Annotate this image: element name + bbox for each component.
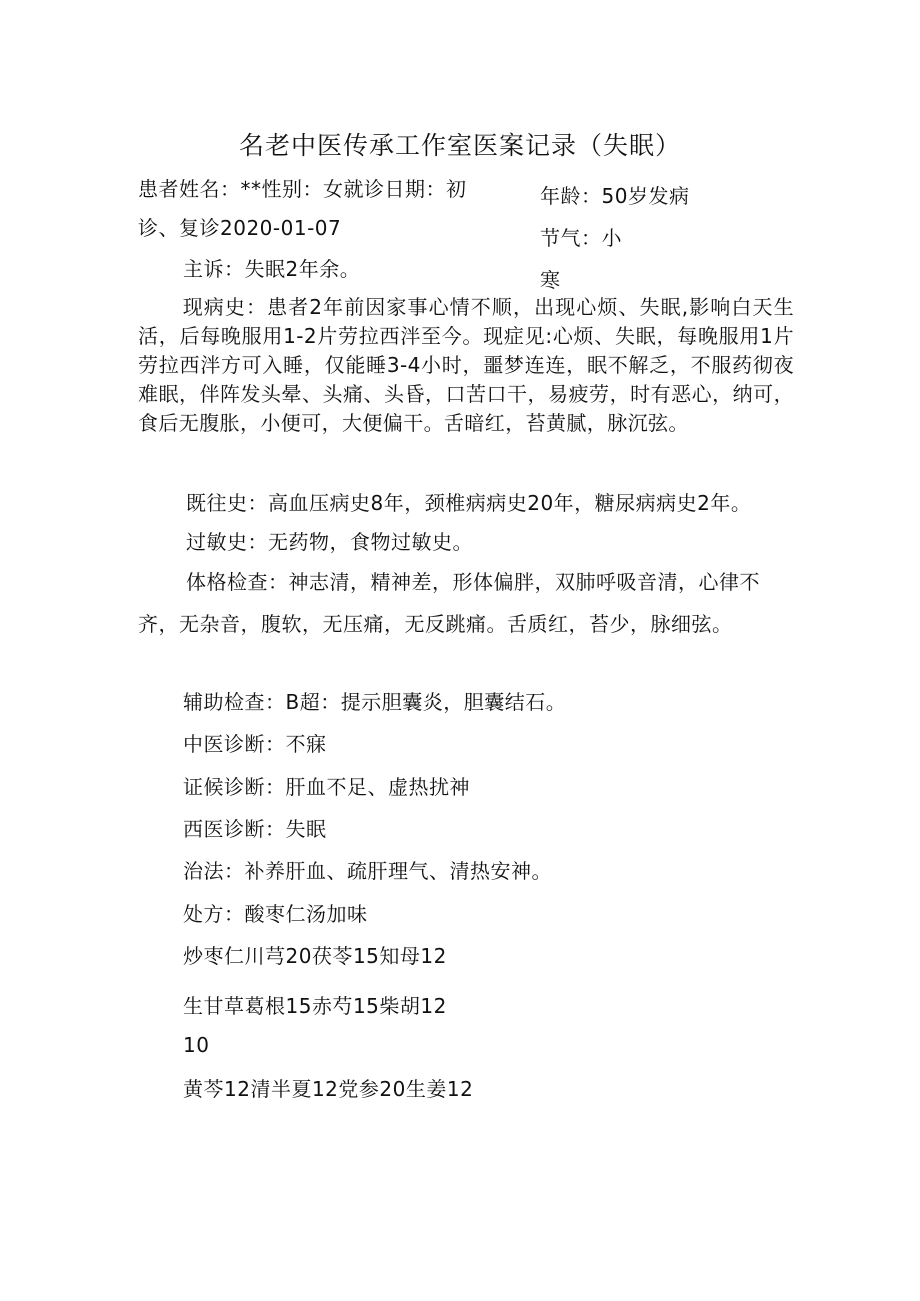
- patient-info-line2: 诊、复诊2020-01-07: [138, 216, 342, 240]
- herbs-line-1: 炒枣仁川芎20茯苓15知母12: [183, 944, 447, 968]
- herbs-line-3: 10: [183, 1033, 210, 1057]
- syndrome-diagnosis: 证候诊断：肝血不足、虚热扰神: [183, 775, 470, 799]
- chief-complaint: 主诉：失眠2年余。: [183, 257, 361, 281]
- solar-term-label: 节气：小: [540, 226, 622, 250]
- present-history-block: [138, 293, 794, 438]
- age-onset-label: 年龄：50岁发病: [540, 184, 690, 208]
- solar-term-cont: 寒: [540, 268, 561, 292]
- present-history: 现病史：患者2年前因家事心情不顺，出现心烦、失眠,影响白天生活，后每晚服用1-2片劳拉西泮至今。现症见:心烦、失眠，每晚服用1片劳拉西泮方可入睡，仅能睡3-4小时，噩梦连连，眠不解乏，不服药彻夜难眠，伴阵发头晕、头痛、头昏，口苦口干，易疲劳，时有恶心，纳可，食后无腹胀，小便可，大便偏干。舌暗红，苔黄腻，脉沉弦。: [138, 295, 794, 435]
- herbs-line-2: 生甘草葛根15赤芍15柴胡12: [183, 994, 447, 1018]
- herbs-line-4: 黄芩12清半夏12党参20生姜12: [183, 1077, 474, 1101]
- prescription: 处方：酸枣仁汤加味: [183, 902, 368, 926]
- page-title: 名老中医传承工作室医案记录（失眠）: [238, 131, 681, 160]
- physical-exam: 体格检查：神志清，精神差，形体偏胖，双肺呼吸音清，心律不齐，无杂音，腹软，无压痛，无反跳痛。舌质红，苔少，脉细弦。: [138, 570, 760, 636]
- allergy-history: 过敏史：无药物，食物过敏史。: [186, 530, 473, 554]
- western-diagnosis: 西医诊断：失眠: [183, 817, 327, 841]
- physical-exam-block: [138, 561, 794, 645]
- past-history: 既往史：高血压病史8年，颈椎病病史20年，糖尿病病史2年。: [186, 491, 752, 515]
- tcm-diagnosis: 中医诊断：不寐: [183, 732, 327, 756]
- patient-info-line1: 患者姓名：**性别：女就诊日期：初: [138, 177, 467, 201]
- auxiliary-exam: 辅助检查：B超：提示胆囊炎，胆囊结石。: [183, 690, 567, 714]
- treatment-method: 治法：补养肝血、疏肝理气、清热安神。: [183, 859, 552, 883]
